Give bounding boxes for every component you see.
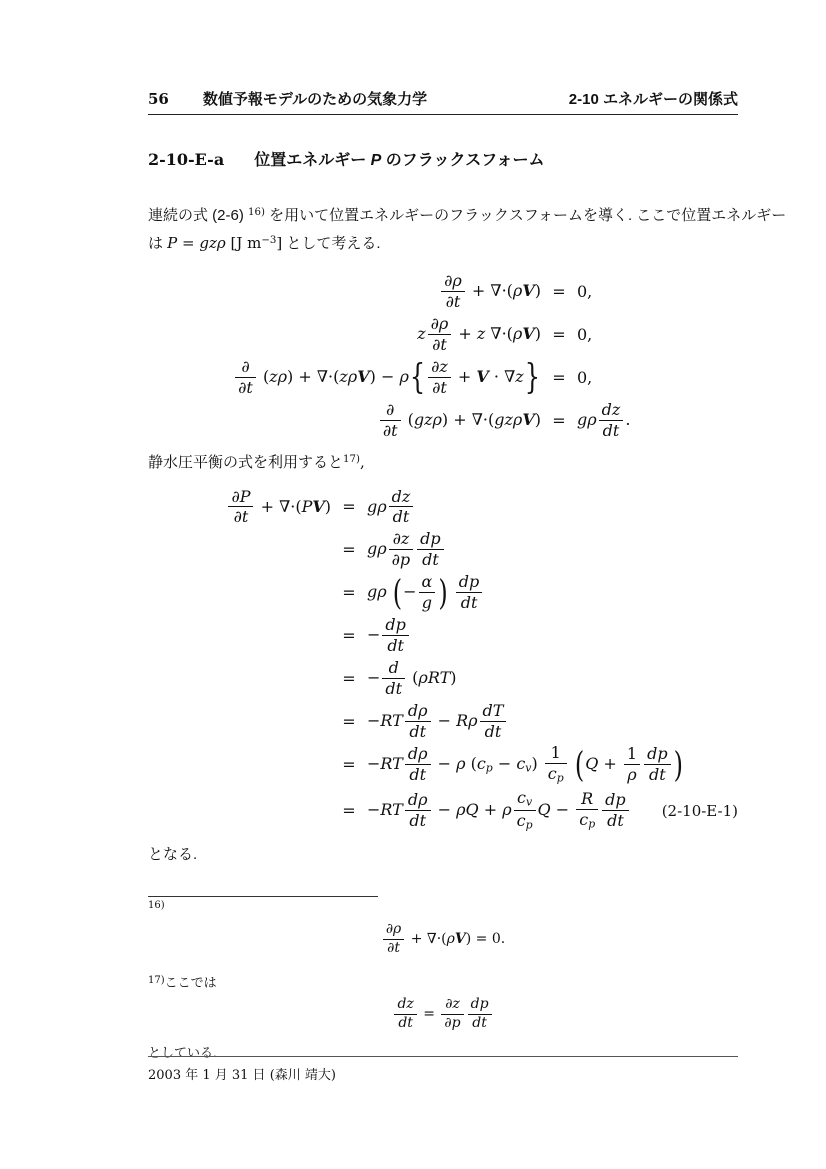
fraction: $\frac{dp}{dt}$ (417, 530, 443, 569)
fraction: $\frac{dp}{dt}$ (602, 791, 628, 830)
footnote-16-marker: 16) (148, 900, 165, 911)
hydrostatic-sentence: 静水圧平衡の式を利用すると$^{17)}$, (148, 453, 365, 472)
fraction: $\frac{\partial\rho}{\partial t}$ (441, 272, 465, 311)
footer-rule (148, 1056, 738, 1057)
fraction: $\frac{1}{c_p}$ (545, 744, 567, 785)
header-right-title: 2-10 エネルギーの関係式 (568, 91, 738, 108)
equation-row: $\frac{\partial}{\partial t}$ (zρ) + ∇·(zρV) − ρ{ $\frac{\partial z}{\partial t}$ + V · ∇z} = 0, (148, 356, 738, 399)
equation-number: (2-10-E-1) (661, 801, 738, 820)
big-delimiter: } (524, 356, 540, 398)
fraction: $\frac{dp}{dt}$ (456, 573, 482, 612)
big-delimiter: { (409, 356, 426, 398)
fraction: $\frac{\partial\rho}{\partial t}$ (383, 922, 404, 956)
equation-row: = −RT $\frac{d\rho}{dt}$ − ρQ + ρ $\frac{c_v}{c_p}$ Q − $\frac{R}{c_p}$ $\frac{dp}{dt}$ (2-10-E-1) (342, 788, 738, 832)
fraction: $\frac{d\rho}{dt}$ (405, 702, 431, 741)
footnote-17 (148, 972, 738, 991)
fraction: $\frac{dp}{dt}$ (382, 616, 408, 655)
fraction: $\frac{\partial}{\partial t}$ (380, 401, 401, 440)
fraction: $\frac{d\rho}{dt}$ (405, 791, 431, 830)
section-heading (148, 147, 738, 170)
section-title: 位置エネルギー P のフラックスフォーム (254, 152, 545, 169)
fraction: $\frac{d}{dt}$ (382, 659, 405, 698)
equation-row: = − $\frac{dp}{dt}$ (148, 614, 738, 657)
equation-row: = −RT $\frac{d\rho}{dt}$ − Rρ $\frac{dT}{dt}$ (148, 700, 738, 743)
page-number: 56 (148, 90, 169, 108)
fraction: $\frac{\partial\rho}{\partial t}$ (428, 315, 452, 354)
equation-row: = gρ $\frac{\partial z}{\partial p}$ $\frac{dp}{dt}$ (148, 528, 738, 571)
equation-row: = −RT $\frac{d\rho}{dt}$ − ρ $(c_p - c_v)$ $\frac{1}{c_p}$ (Q + $\frac{1}{\rho}$ $\frac{dp}{dt}$ ) (342, 743, 683, 786)
header-left-title: 数値予報モデルのための気象力学 (202, 91, 428, 108)
fraction: $\frac{dz}{dt}$ (394, 997, 416, 1031)
equation-row: = gρ (− $\frac{\alpha}{g}$ ) $\frac{dp}{dt}$ (148, 571, 738, 614)
paragraph-line-1: 連続の式 (2-6) $^{16)}$ を用いて位置エネルギーのフラックスフォームを導く. ここで位置エネルギー (148, 207, 787, 225)
footnote-rule (148, 896, 378, 897)
fraction: $\frac{dz}{dt}$ (389, 488, 414, 527)
footer-date-author: 2003 年 1 月 31 日 (森川 靖大) (148, 1068, 336, 1083)
equation-row: $\frac{\partial}{\partial t}$ (gzρ) + ∇·(gzρV) = gρ $\frac{dz}{dt}$ . (148, 399, 738, 442)
footnote-16-equation: $\frac{\partial\rho}{\partial t}$ + ∇·(ρV) = 0. (148, 922, 738, 956)
equation-row: = − $\frac{d}{dt}$ (ρRT) (342, 657, 457, 698)
paragraph-line-2: は P = gzρ [J $m^{-3}$] として考える. (148, 234, 381, 253)
fraction: $\frac{\partial}{\partial t}$ (235, 358, 256, 397)
fraction: $\frac{\partial z}{\partial t}$ (428, 358, 451, 397)
footnote-17-marker: 17) (148, 975, 165, 987)
footnotes-area (148, 896, 738, 1061)
page-header (148, 88, 738, 109)
fraction: $\frac{dp}{dt}$ (644, 745, 670, 784)
big-delimiter: ( (574, 744, 585, 786)
equation-row: $\frac{\partial P}{\partial t}$ + ∇·(PV) = gρ $\frac{dz}{dt}$ (148, 486, 738, 529)
fraction: $\frac{R}{c_p}$ (576, 790, 598, 831)
fraction: $\frac{dp}{dt}$ (468, 997, 492, 1031)
footnote-17-equation: $\frac{dz}{dt}$ = $\frac{\partial z}{\partial p}$ $\frac{dp}{dt}$ (148, 997, 738, 1031)
big-delimiter: ( (392, 572, 403, 613)
conclusion-sentence: となる. (148, 845, 198, 863)
fraction: $\frac{\partial z}{\partial p}$ (441, 997, 463, 1031)
footnote-16 (148, 900, 738, 916)
fraction: $\frac{dz}{dt}$ (599, 401, 624, 440)
page-content (148, 88, 787, 867)
big-delimiter: ) (673, 744, 683, 786)
section-number: 2-10-E-a (148, 150, 225, 169)
footnote-17-closing: としている. (148, 1044, 217, 1060)
fraction: $\frac{c_v}{c_p}$ (514, 789, 536, 832)
equation-row: $\frac{\partial\rho}{\partial t}$ + ∇·(ρV) = 0, (148, 270, 738, 313)
fraction: $\frac{\alpha}{g}$ (419, 573, 436, 612)
fraction: $\frac{\partial P}{\partial t}$ (228, 488, 253, 527)
page-footer (148, 1056, 738, 1083)
equation-block-derivation (148, 486, 738, 834)
footnote-17-text: ここでは (164, 975, 217, 991)
header-rule (148, 114, 738, 115)
equation-row: z $\frac{\partial\rho}{\partial t}$ + z ∇·(ρV) = 0, (417, 314, 593, 354)
equation-block-continuity (148, 270, 738, 441)
fraction: $\frac{dT}{dt}$ (480, 702, 507, 741)
fraction: $\frac{d\rho}{dt}$ (405, 745, 431, 784)
big-delimiter: ) (438, 572, 448, 613)
fraction: $\frac{\partial z}{\partial p}$ (389, 530, 414, 569)
fraction: $\frac{1}{\rho}$ (624, 745, 640, 784)
